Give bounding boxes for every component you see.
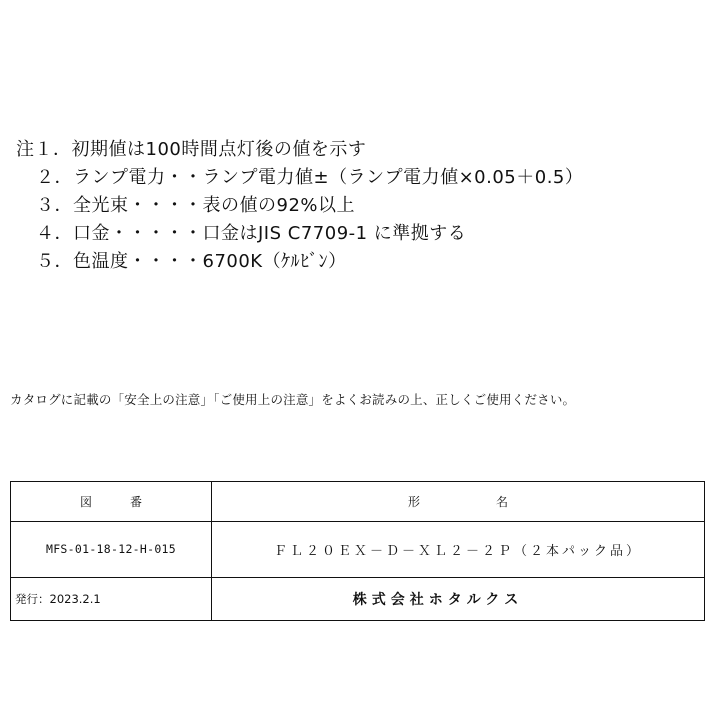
model-value: ＦＬ２０ＥＸ－Ｄ－ＸＬ２－２Ｐ（２本パック品）	[273, 543, 642, 559]
caution-text: カタログに記載の「安全上の注意」「ご使用上の注意」をよくお読みの上、正しくご使用ください。	[10, 392, 576, 407]
note-4: ４．口金・・・・・口金はJIS C7709-1 に準拠する	[36, 223, 467, 244]
model-label: 形名	[407, 495, 584, 509]
company-name: 株式会社ホタルクス	[352, 591, 524, 608]
title-block-header-row	[11, 482, 704, 522]
title-block-value-row	[11, 521, 704, 578]
note-3: ３．全光束・・・・表の値の92%以上	[36, 195, 356, 216]
drawing-no-value: MFS-01-18-12-H-015	[11, 521, 212, 577]
note-2: ２．ランプ電力・・ランプ電力値±（ランプ電力値×0.05＋0.5）	[36, 167, 584, 188]
note-1: 注１．初期値は100時間点灯後の値を示す	[16, 139, 367, 160]
drawing-no-label: 図番	[11, 482, 212, 521]
title-block-footer-row	[11, 577, 704, 620]
notes-section	[16, 136, 706, 276]
note-5: ５．色温度・・・・6700K（ｹﾙﾋﾞﾝ）	[36, 251, 347, 272]
title-block	[10, 481, 705, 621]
issued-date: 発行：2023.2.1	[11, 577, 212, 620]
